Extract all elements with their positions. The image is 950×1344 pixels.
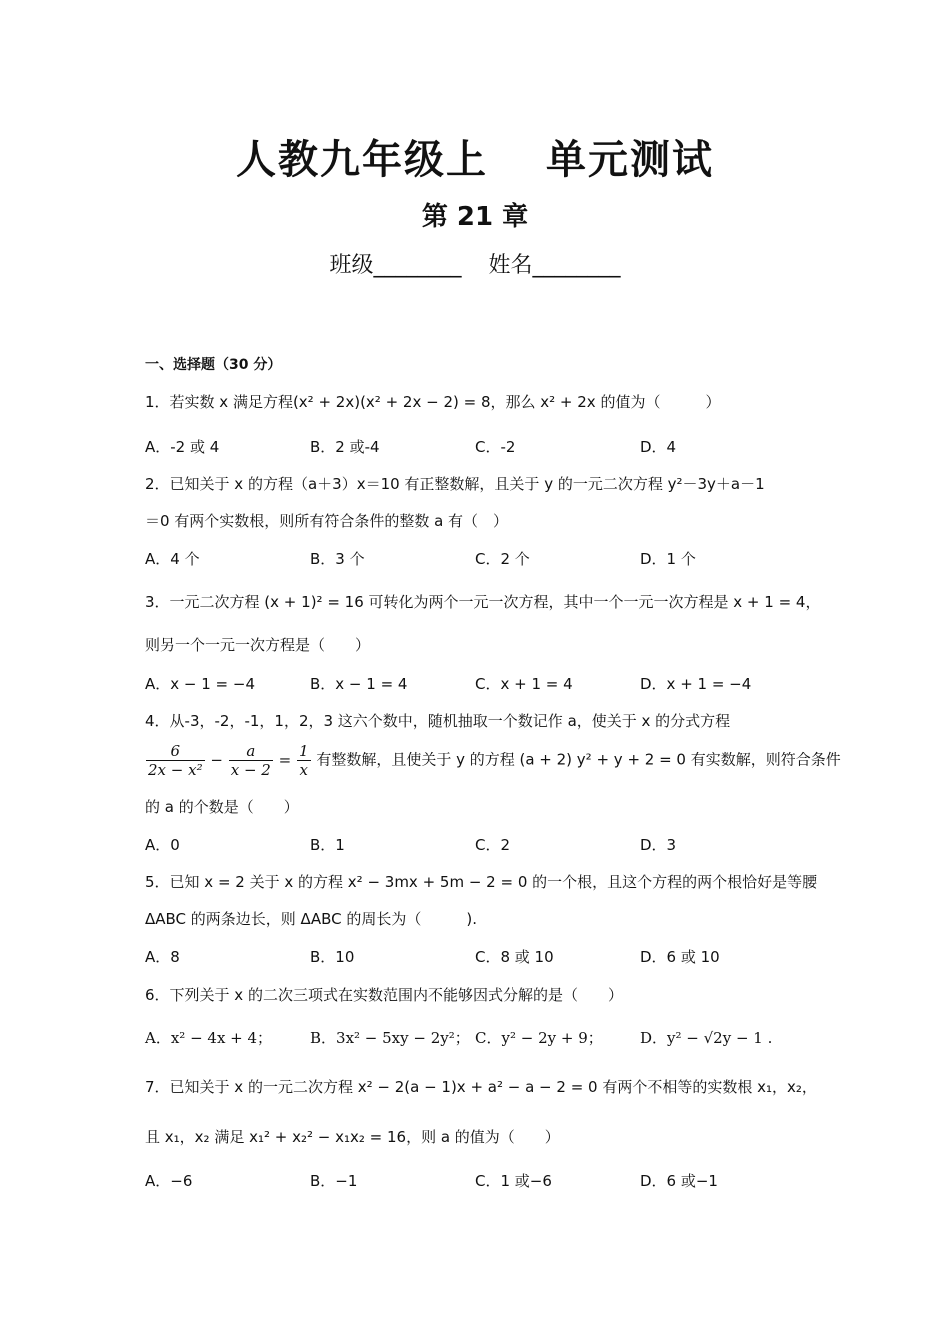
fraction-equation: $\frac{6}{\text{2x − x²}}$ − $\frac{a}{x - 2}$ = $\frac{1}{x}$ bbox=[148, 742, 309, 779]
question-6-option-b[interactable]: B．3x² − 5xy − 2y²； bbox=[310, 1029, 470, 1047]
question-3-option-d[interactable]: D．x + 1 = −4 bbox=[640, 675, 752, 693]
question-5-option-d[interactable]: D．6 或 10 bbox=[640, 948, 720, 966]
question-4-line-2-text: 有整数解，且使关于 y 的方程 (a + 2) y² + y + 2 = 0 有实数解，则符合条件 bbox=[316, 750, 841, 769]
question-4-option-d[interactable]: D．3 bbox=[640, 836, 677, 854]
question-7-text-line-2: 且 x₁，x₂ 满足 x₁² + x₂² − x₁x₂ = 16，则 a 的值为（ ） bbox=[145, 1128, 560, 1146]
question-2-option-d[interactable]: D．1 个 bbox=[640, 550, 696, 568]
question-7-text-line-1: 7．已知关于 x 的一元二次方程 x² − 2(a − 1)x + a² − a − 2 = 0 有两个不相等的实数根 x₁，x₂， bbox=[145, 1078, 817, 1096]
question-4-text-line-2 bbox=[145, 742, 841, 779]
question-4-option-c[interactable]: C．2 bbox=[475, 836, 511, 854]
question-6-option-d[interactable]: D．y² − √2y − 1 . bbox=[640, 1029, 773, 1047]
question-4-text-line-3: 的 a 的个数是（ ） bbox=[145, 798, 299, 816]
name-field[interactable]: 姓名________ bbox=[488, 253, 621, 278]
question-3-text-line-1: 3．一元二次方程 (x + 1)² = 16 可转化为两个一元一次方程，其中一个一元一次方程是 x + 1 = 4， bbox=[145, 593, 821, 611]
question-5-option-c[interactable]: C．8 或 10 bbox=[475, 948, 554, 966]
question-5-text-line-2: ΔABC 的两条边长，则 ΔABC 的周长为（ ). bbox=[145, 910, 477, 928]
question-3-text-line-2: 则另一个一元一次方程是（ ） bbox=[145, 636, 371, 654]
chapter-heading: 第 21 章 bbox=[421, 202, 529, 232]
question-3-option-c[interactable]: C．x + 1 = 4 bbox=[475, 675, 573, 693]
question-7-option-c[interactable]: C．1 或−6 bbox=[475, 1172, 552, 1190]
question-3-option-a[interactable]: A．x − 1 = −4 bbox=[145, 675, 256, 693]
question-7-option-d[interactable]: D．6 或−1 bbox=[640, 1172, 718, 1190]
question-6-text: 6．下列关于 x 的二次三项式在实数范围内不能够因式分解的是（ ） bbox=[145, 986, 623, 1004]
section-heading: 一、选择题（30 分） bbox=[145, 357, 282, 373]
student-info-bar bbox=[0, 248, 950, 279]
question-6-option-a[interactable]: A．x² − 4x + 4； bbox=[145, 1029, 273, 1047]
question-2-text-line-2: ＝0 有两个实数根，则所有符合条件的整数 a 有（ ） bbox=[145, 512, 509, 530]
question-2-option-a[interactable]: A．4 个 bbox=[145, 550, 200, 568]
class-field[interactable]: 班级________ bbox=[329, 253, 462, 278]
question-4-option-a[interactable]: A．0 bbox=[145, 836, 180, 854]
question-1-option-d[interactable]: D．4 bbox=[640, 438, 677, 456]
question-1-option-c[interactable]: C．-2 bbox=[475, 438, 516, 456]
title-test: 单元测试 bbox=[546, 137, 714, 183]
question-7-option-b[interactable]: B．−1 bbox=[310, 1172, 358, 1190]
question-5-text-line-1: 5．已知 x = 2 关于 x 的方程 x² − 3mx + 5m − 2 = 0 的一个根，且这个方程的两个根恰好是等腰 bbox=[145, 873, 818, 891]
title-grade: 人教九年级上 bbox=[236, 137, 488, 183]
question-6-option-c[interactable]: C．y² − 2y + 9； bbox=[475, 1029, 603, 1047]
question-1-option-a[interactable]: A．-2 或 4 bbox=[145, 438, 220, 456]
question-7-option-a[interactable]: A．−6 bbox=[145, 1172, 193, 1190]
question-2-option-c[interactable]: C．2 个 bbox=[475, 550, 530, 568]
question-5-option-b[interactable]: B．10 bbox=[310, 948, 355, 966]
question-4-text-line-1: 4．从-3，-2，-1，1，2，3 这六个数中，随机抽取一个数记作 a，使关于 x 的分式方程 bbox=[145, 712, 731, 730]
page-title bbox=[0, 128, 950, 185]
question-1-option-b[interactable]: B．2 或-4 bbox=[310, 438, 380, 456]
question-1-text: 1．若实数 x 满足方程(x² + 2x)(x² + 2x − 2) = 8，那么 x² + 2x 的值为（ ） bbox=[145, 393, 721, 411]
question-2-text-line-1: 2．已知关于 x 的方程（a＋3）x＝10 有正整数解，且关于 y 的一元二次方程 y²－3y＋a－1 bbox=[145, 475, 765, 493]
question-4-option-b[interactable]: B．1 bbox=[310, 836, 345, 854]
question-2-option-b[interactable]: B．3 个 bbox=[310, 550, 365, 568]
question-5-option-a[interactable]: A．8 bbox=[145, 948, 180, 966]
question-3-option-b[interactable]: B．x − 1 = 4 bbox=[310, 675, 408, 693]
